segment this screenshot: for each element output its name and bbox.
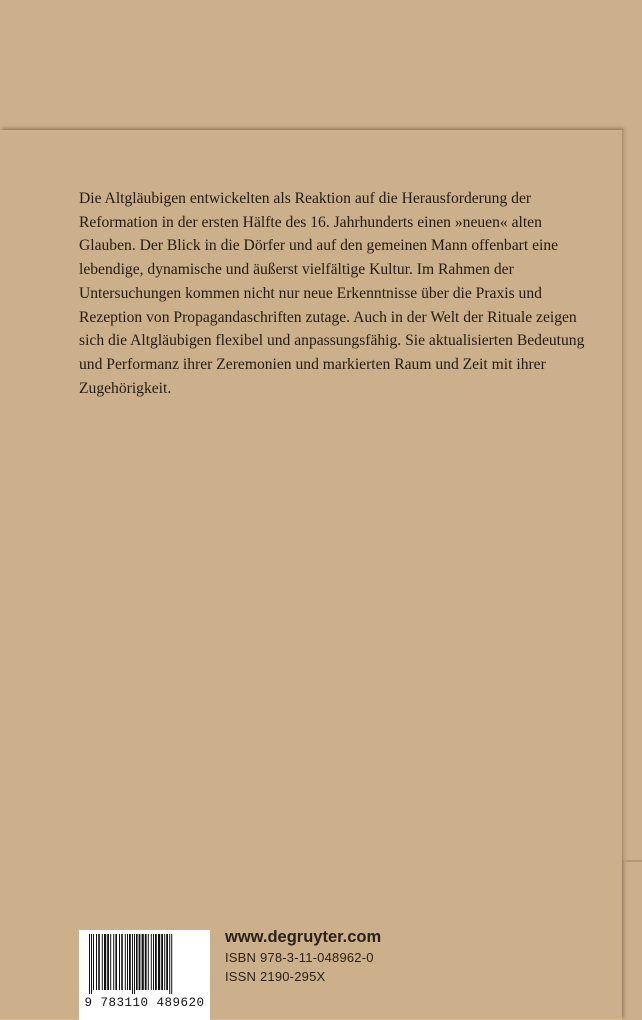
barcode-bar	[115, 934, 117, 990]
barcode-bar	[129, 934, 131, 990]
barcode-bar	[127, 934, 128, 990]
barcode-bar	[148, 934, 149, 990]
barcode-bar	[161, 934, 163, 990]
barcode-bar	[164, 934, 165, 990]
barcode-bar	[151, 934, 152, 990]
barcode-bar	[104, 934, 106, 990]
barcode-bar	[91, 934, 92, 994]
barcode	[79, 930, 210, 1020]
barcode-bar	[125, 934, 126, 990]
blurb-text: Die Altgläubigen entwickelten als Reaktion auf die Herausforderung der Reformation in der ersten Hälfte des 16. Jahrhunderts einen »neuen« alten Glauben. Der Blick in die Dörfer und auf den gemeinen Mann offenbart eine lebendige, dynamische und äußerst vielfältige Kultur. Im Rahmen der Untersuchungen kommen nicht nur neue Erkenntnisse über die Praxis und Rezeption von Propagandaschriften zutage. Auch in der Welt der Rituale zeigen sich die Altgläubigen flexibel und anpassungsfähig. Sie aktualisierten Bedeutung und Performanz ihrer Zeremonien und markierten Raum und Zeit mit ihrer Zugehörigkeit.	[79, 190, 585, 397]
barcode-bar	[121, 934, 123, 990]
barcode-bar	[113, 934, 114, 990]
barcode-bar	[93, 934, 94, 990]
publisher-info	[225, 926, 381, 986]
barcode-digits: 9 783110 489620	[84, 996, 205, 1010]
barcode-bar	[98, 934, 100, 990]
isbn: ISBN 978-3-11-048962-0	[225, 950, 374, 965]
publisher-url[interactable]: www.degruyter.com	[225, 928, 382, 946]
barcode-bar	[110, 934, 111, 990]
barcode-bars	[83, 934, 206, 994]
barcode-bar	[89, 934, 90, 994]
barcode-bar	[107, 934, 109, 990]
barcode-bar	[119, 934, 120, 990]
barcode-bar	[153, 934, 154, 990]
barcode-bar	[132, 934, 133, 994]
barcode-bar	[169, 934, 170, 994]
barcode-bar	[136, 934, 138, 990]
panel-edge	[622, 130, 625, 860]
barcode-bar	[171, 934, 172, 994]
barcode-bar	[166, 934, 168, 990]
barcode-bar	[96, 934, 97, 990]
barcode-bar	[134, 934, 135, 994]
barcode-bar	[158, 934, 160, 990]
barcode-bar	[145, 934, 147, 990]
barcode-bar	[102, 934, 103, 990]
barcode-bar	[155, 934, 157, 990]
barcode-bar	[142, 934, 144, 990]
issn: ISSN 2190-295X	[225, 969, 326, 984]
panel-edge-step	[625, 860, 642, 862]
barcode-bar	[139, 934, 141, 990]
